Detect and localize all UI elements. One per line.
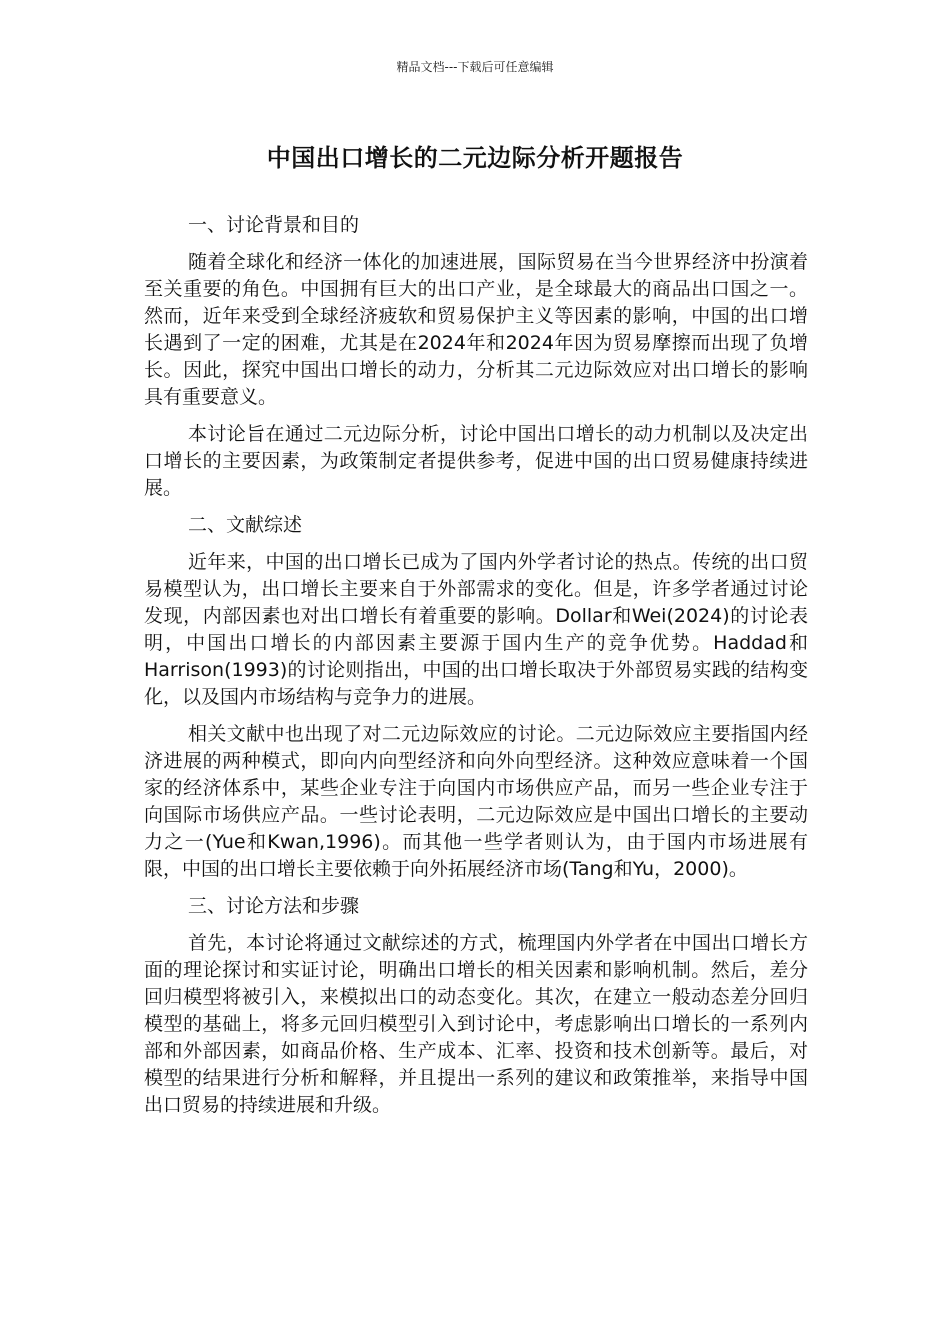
section-heading-literature: 二、文献综述 [188, 514, 303, 536]
section-heading-methods: 三、讨论方法和步骤 [188, 895, 360, 917]
section-heading-background: 一、讨论背景和目的 [188, 214, 360, 236]
header-note: 精品文档---下载后可任意编辑 [396, 60, 554, 74]
paragraph: 相关文献中也出现了对二元边际效应的讨论。二元边际效应主要指国内经济进展的两种模式，即向内向型经济和向外向型经济。这种效应意味着一个国家的经济体系中，某些企业专注于向国内市场供应产品，而另一些企业专注于向国际市场供应产品。一些讨论表明，二元边际效应是中国出口增长的主要动力之一(Yue和Kwan,1996)。而其他一些学者则认为，由于国内市场进展有限，中国的出口增长主要依赖于向外拓展经济市场(Tang和Yu，2000)。 [144, 723, 808, 880]
paragraph: 本讨论旨在通过二元边际分析，讨论中国出口增长的动力机制以及决定出口增长的主要因素，为政策制定者提供参考，促进中国的出口贸易健康持续进展。 [144, 423, 808, 499]
document-body [144, 212, 808, 1129]
paragraph: 首先，本讨论将通过文献综述的方式，梳理国内外学者在中国出口增长方面的理论探讨和实证讨论，明确出口增长的相关因素和影响机制。然后，差分回归模型将被引入，来模拟出口的动态变化。其次，在建立一般动态差分回归模型的基础上，将多元回归模型引入到讨论中，考虑影响出口增长的一系列内部和外部因素，如商品价格、生产成本、汇率、投资和技术创新等。最后，对模型的结果进行分析和解释，并且提出一系列的建议和政策推举，来指导中国出口贸易的持续进展和升级。 [144, 932, 808, 1116]
document-title: 中国出口增长的二元边际分析开题报告 [266, 144, 684, 172]
paragraph: 近年来，中国的出口增长已成为了国内外学者讨论的热点。传统的出口贸易模型认为，出口增长主要来自于外部需求的变化。但是，许多学者通过讨论发现，内部因素也对出口增长有着重要的影响。Dollar和Wei(2024)的讨论表明，中国出口增长的内部因素主要源于国内生产的竞争优势。Haddad和Harrison(1993)的讨论则指出，中国的出口增长取决于外部贸易实践的结构变化，以及国内市场结构与竞争力的进展。 [144, 551, 808, 708]
paragraph: 随着全球化和经济一体化的加速进展，国际贸易在当今世界经济中扮演着至关重要的角色。中国拥有巨大的出口产业，是全球最大的商品出口国之一。然而，近年来受到全球经济疲软和贸易保护主义等因素的影响，中国的出口增长遇到了一定的困难，尤其是在2024年和2024年因为贸易摩擦而出现了负增长。因此，探究中国出口增长的动力，分析其二元边际效应对出口增长的影响具有重要意义。 [144, 251, 808, 408]
